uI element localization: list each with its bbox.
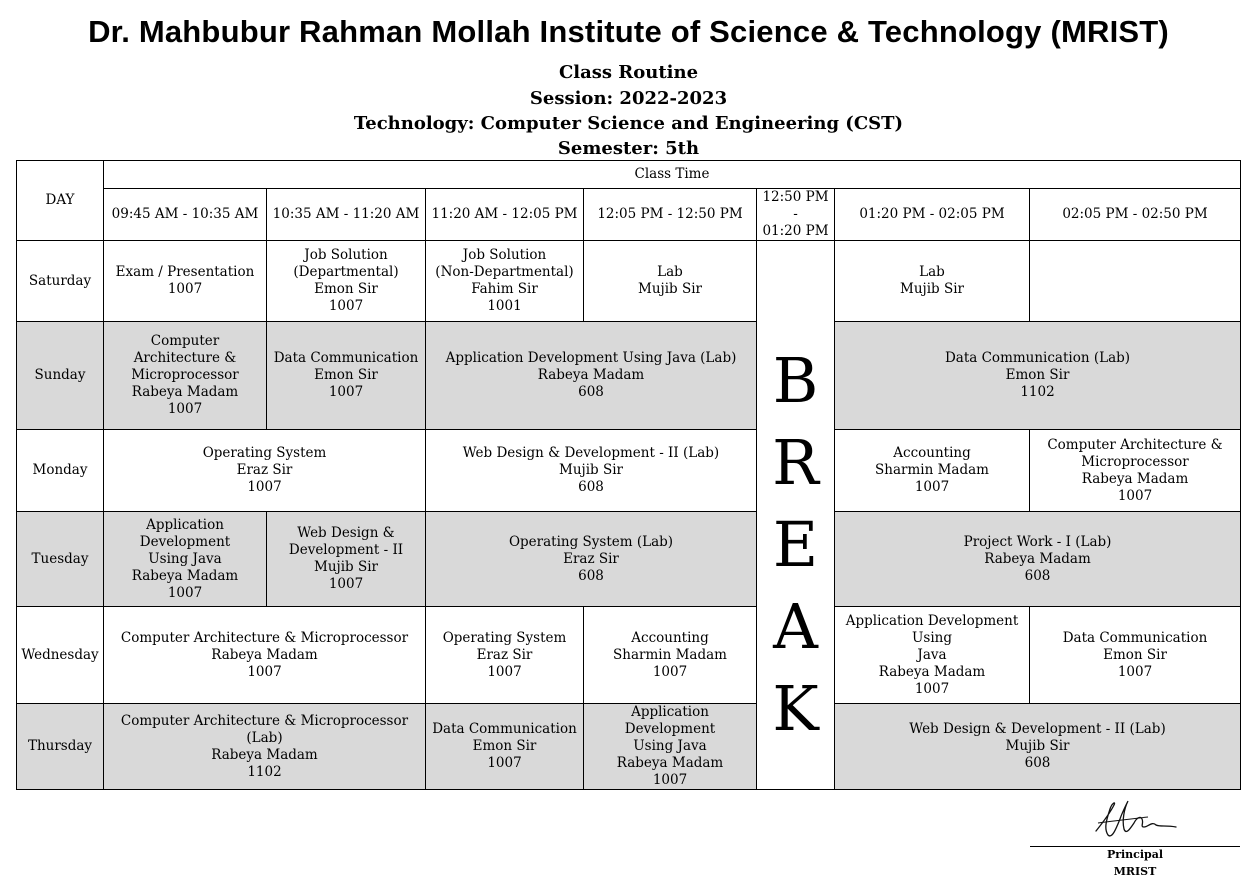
cell-text-line: Emon Sir [1103,646,1167,663]
time-slot-3: 11:20 AM - 12:05 PM [426,189,584,241]
cell-text-line: Application Development Using Java (Lab) [445,350,737,366]
cell-text-line: 1007 [328,298,364,314]
signature-line [1030,846,1240,847]
class-cell [426,322,757,430]
class-cell [104,241,267,322]
cell-text-line: 608 [1024,567,1051,584]
cell-text-line: Job Solution [462,247,547,263]
cell-text-line: Accounting [631,629,709,646]
cell-text-line: Data Communication [432,721,577,737]
time-slot-4: 12:05 PM - 12:50 PM [584,189,757,241]
cell-text-line: Lab [657,264,683,280]
class-cell [1030,607,1241,704]
cell-text-line: Microprocessor [131,367,239,383]
cell-text-line: Sharmin Madam [875,462,989,478]
cell-text-line: 1001 [487,298,522,314]
day-monday: Monday [17,430,104,512]
cell-text-line: Web Design & [297,525,395,541]
cell-text-line: Rabeya Madam [537,367,645,383]
cell-text-line: 1007 [652,772,688,788]
cell-text-line: Emon Sir [314,281,378,297]
cell-text-line: Computer Architecture & Microprocessor [120,629,409,646]
class-cell [1030,430,1241,512]
time-slot-break [757,189,835,241]
cell-text-line: (Non-Departmental) [435,264,574,280]
cell-text-line: Fahim Sir [471,281,538,297]
break-letter: R [772,426,819,499]
technology-line: Technology: Computer Science and Engineering (CST) [353,113,904,134]
cell-text-line: Data Communication (Lab) [944,350,1131,366]
class-cell [426,607,584,704]
cell-text-line: Eraz Sir [236,462,293,478]
class-cell [426,430,757,512]
class-cell [426,241,584,322]
break-time-end: 01:20 PM [762,223,829,239]
cell-text-line: Mujib Sir [314,559,378,575]
cell-text-line: Operating System [202,445,327,461]
cell-text-line: (Departmental) [293,264,399,280]
cell-text-line: 608 [578,384,604,400]
cell-text-line: Rabeya Madam [1081,470,1189,487]
cell-text-line: 1007 [328,384,364,400]
row-monday [17,430,1241,512]
day-column-header: DAY [17,161,104,241]
class-cell [584,704,757,790]
cell-text-line: Rabeya Madam [878,663,986,680]
cell-text-line: Exam / Presentation [115,264,255,280]
break-text [759,345,832,745]
break-letter: B [772,344,819,417]
cell-text-line: 1007 [1117,487,1153,504]
cell-text-line: Computer Architecture & [1047,436,1223,453]
cell-text-line: Computer Architecture & [133,333,237,366]
cell-text-line: Eraz Sir [476,646,533,663]
cell-text-line: 1007 [914,479,950,495]
break-letter: E [772,508,819,581]
class-cell [835,241,1030,322]
cell-text-line: 608 [578,567,604,584]
cell-text-line: Rabeya Madam [131,567,239,584]
class-cell [1030,241,1241,322]
cell-text-line: 1007 [487,755,522,771]
day-wednesday: Wednesday [17,607,104,704]
cell-text-line: Application Development [624,704,716,737]
cell-text-line: Mujib Sir [1005,738,1070,754]
cell-text-line: Mujib Sir [638,281,702,297]
document-title: Class Routine [558,62,699,83]
cell-text-line: Application Development Using [845,612,1019,646]
cell-text-line: Accounting [893,445,971,461]
cell-text-line: 1007 [167,401,203,417]
cell-text-line: 1007 [247,663,282,680]
cell-text-line: 1007 [1117,663,1153,680]
cell-text-line: Development - II [288,542,404,558]
class-cell [426,512,757,607]
cell-text-line: Web Design & Development - II (Lab) [462,445,720,461]
cell-text-line: Using Java [633,738,707,754]
institute-abbreviation: MRIST [1113,865,1157,878]
cell-text-line: Mujib Sir [900,281,964,297]
time-slot-5: 01:20 PM - 02:05 PM [835,189,1030,241]
class-cell [104,607,426,704]
cell-text-line: 1102 [247,763,282,780]
cell-text-line: Emon Sir [314,367,378,383]
semester-line: Semester: 5th [557,138,700,159]
break-letter: K [772,672,819,745]
class-cell [267,241,426,322]
cell-text-line: 1007 [914,680,950,697]
class-cell [104,430,426,512]
cell-text-line: 1007 [167,281,203,297]
day-sunday: Sunday [17,322,104,430]
cell-text-line: Microprocessor [1081,453,1189,470]
class-cell [267,512,426,607]
row-wednesday [17,607,1241,704]
principal-label: Principal [1106,848,1164,861]
break-time-start: 12:50 PM - [762,189,829,222]
cell-text-line: Rabeya Madam [211,746,318,763]
cell-text-line: 1007 [652,663,688,680]
cell-text-line: Lab [919,264,945,280]
cell-text-line: Using Java [148,550,222,567]
class-cell [835,322,1241,430]
time-slot-6: 02:05 PM - 02:50 PM [1030,189,1241,241]
cell-text-line: Rabeya Madam [984,550,1091,567]
cell-text-line: 608 [578,479,604,495]
cell-text-line: Emon Sir [472,738,537,754]
class-routine-table [16,160,1241,790]
cell-text-line: 608 [1024,755,1051,771]
cell-text-line: Operating System [442,629,567,646]
class-cell [104,704,426,790]
row-sunday [17,322,1241,430]
break-column [757,241,835,790]
cell-text-line: Java [917,646,947,663]
cell-text-line: Project Work - I (Lab) [963,533,1112,550]
class-cell [835,512,1241,607]
class-cell [584,607,757,704]
cell-text-line: 1007 [247,479,282,495]
institute-title: Dr. Mahbubur Rahman Mollah Institute of Science & Technology (MRIST) [88,14,1169,49]
break-letter: A [773,590,818,663]
cell-text-line: Rabeya Madam [211,646,318,663]
cell-text-line: Emon Sir [1005,367,1070,383]
day-saturday: Saturday [17,241,104,322]
time-slot-1: 09:45 AM - 10:35 AM [104,189,267,241]
cell-text-line: Application Development [139,516,231,550]
cell-text-line: Data Communication [273,350,419,366]
cell-text-line: 1102 [1020,384,1055,400]
class-cell [835,430,1030,512]
cell-text-line: Operating System (Lab) [508,533,674,550]
class-cell [426,704,584,790]
cell-text-line: Computer Architecture & Microprocessor (Lab) [120,712,409,746]
class-cell [104,512,267,607]
cell-text-line: Web Design & Development - II (Lab) [909,721,1166,737]
row-tuesday [17,512,1241,607]
cell-text-line: Rabeya Madam [131,384,239,400]
cell-text-line: Eraz Sir [563,550,619,567]
cell-text-line: 1007 [328,576,364,592]
class-cell [584,241,757,322]
class-time-header: Class Time [104,161,1241,189]
class-cell [267,322,426,430]
class-cell [835,607,1030,704]
day-tuesday: Tuesday [17,512,104,607]
cell-text-line: Data Communication [1062,629,1208,646]
cell-text-line: Rabeya Madam [616,755,724,771]
session-line: Session: 2022-2023 [529,88,728,109]
cell-text-line: Job Solution [304,247,388,263]
cell-text-line: 1007 [487,663,522,680]
cell-text-line: Mujib Sir [559,462,623,478]
principal-signature [1090,795,1180,843]
day-thursday: Thursday [17,704,104,790]
class-cell [104,322,267,430]
row-saturday [17,241,1241,322]
class-cell [835,704,1241,790]
row-thursday [17,704,1241,790]
time-slot-2: 10:35 AM - 11:20 AM [267,189,426,241]
cell-text-line: Sharmin Madam [613,646,727,663]
cell-text-line: 1007 [167,584,203,601]
